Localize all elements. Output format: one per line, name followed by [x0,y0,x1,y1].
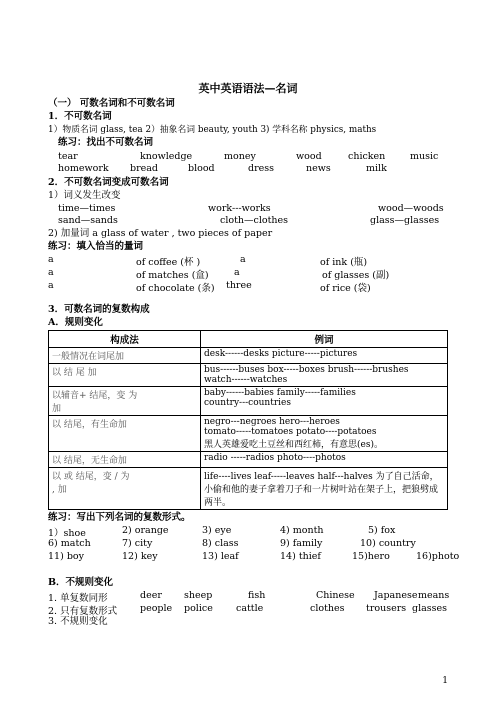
fill-article: a [48,254,54,265]
exercise-item: 15)hero [352,551,390,562]
irregular-word: sheep [184,590,213,601]
exercise-item: 2) orange [122,525,169,536]
exercise-item: 12) key [122,551,158,562]
irregular-word: people [140,603,173,614]
noun-types: 1）物质名词 glass, tea 2）抽象名词 beauty, youth 3) 学科名称 physics, maths [48,125,377,135]
table-row [49,348,448,364]
irregular-word: police [184,603,213,614]
practice-2: 练习：填入恰当的量词 [48,241,144,252]
exercise-item: 5) fox [368,525,396,536]
fill-phrase: of chocolate (条) [136,283,215,294]
table-cell: baby------babies family-----families country---countries [201,387,448,416]
fill-article: a [234,267,240,278]
table-cell: negro---negroes hero---heroes tomato-----tomatoes potato----potatoes 黑人英雄爱吃土豆丝和西红柿，有意思(es)。 [201,416,448,452]
word: blood [188,163,215,174]
word-pair: glass—glasses [370,215,440,226]
exercise-item: 6) match [48,538,91,549]
exercise-item: 9) family [280,538,323,549]
fill-phrase: of rice (袋) [320,283,371,294]
exercise-item: 4) month [280,525,324,536]
table-row [49,364,448,387]
irregular-label: 2. 只有复数形式 [48,606,118,617]
measure-words: 2) 加量词 a glass of water , two pieces of paper [48,228,273,239]
irregular-word: cattle [236,603,264,614]
fill-article: a [48,267,54,278]
exercise-item: 13) leaf [202,551,239,562]
fill-phrase: of ink (瓶) [320,257,368,268]
plural-rules-table [48,330,448,510]
table-header: 例词 [201,331,448,348]
word: milk [366,163,387,174]
table-cell: bus------buses box-----boxes brush------brushes watch------watches [201,364,448,387]
fill-phrase: of matches (盒) [136,270,209,281]
table-header-row [49,331,448,348]
exercise-item: 16)photo [416,551,460,562]
heading-conversion: 2．不可数名词变成可数名词 [48,177,169,188]
word-pair: work---works [208,203,271,214]
table-cell: radio -----radios photo----photos [201,452,448,468]
irregular-word: Japanese [374,590,418,601]
fill-article: a [48,280,54,291]
fill-phrase: of glasses (副) [322,270,390,281]
table-row [49,387,448,416]
page-title: 英中英语语法—名词 [198,82,298,95]
page-number: 1 [442,676,448,686]
word: homework [58,163,109,174]
table-cell: 以 或 结尾，变 / 为 , 加 [49,468,201,510]
table-cell: desk------desks picture-----pictures [201,348,448,364]
table-cell: 一般情况在词尾加 [49,348,201,364]
irregular-label: 1. 单复数同形 [48,593,108,604]
heading-plural: 3．可数名词的复数构成 [48,304,150,315]
irregular-word: Chinese [316,590,355,601]
exercise-item: 1）shoe [48,528,86,539]
table-cell: life----lives leaf-----leaves half---halves 为了自己活命，小偷和他的妻子拿着刀子和一片树叶站在架子上，把狼劈成两半。 [201,468,448,510]
table-header: 构成法 [49,331,201,348]
word: bread [130,163,158,174]
word: money [224,151,256,162]
word-pair: sand—sands [58,215,118,226]
subheading-irregular: B．不规则变化 [48,577,114,588]
heading-uncountable: 1．不可数名词 [48,111,112,122]
exercise-item: 11) boy [48,551,84,562]
word: wood [296,151,322,162]
word: dress [248,163,274,174]
word-pair: time—times [58,203,116,214]
irregular-word: means [418,590,450,601]
table-row [49,452,448,468]
fill-article: a [240,254,246,265]
irregular-word: clothes [310,603,345,614]
irregular-word: fish [248,590,266,601]
word-pair: cloth—clothes [220,215,289,226]
fill-phrase: of coffee (杯 ) [136,257,201,268]
subheading-regular: A．规则变化 [48,317,103,328]
irregular-word: deer [140,590,162,601]
word: news [306,163,331,174]
section-heading: （一） 可数名词和不可数名词 [48,98,175,109]
exercise-item: 7) city [122,538,153,549]
table-row [49,416,448,452]
word: knowledge [140,151,193,162]
exercise-item: 8) class [202,538,239,549]
irregular-word: glasses [412,603,448,614]
table-cell: 以 结 尾 加 [49,364,201,387]
word: music [410,151,439,162]
meaning-change: 1）词义发生改变 [48,190,121,201]
irregular-item-3: 3. 不规则变化 [48,616,108,627]
word: tear [58,151,78,162]
word-pair: wood—woods [378,203,444,214]
word: chicken [348,151,386,162]
table-row [49,468,448,510]
table-cell: 以 结尾，有生命加 [49,416,201,452]
practice-1: 练习：找出不可数名词 [58,137,154,148]
irregular-word: trousers [366,603,407,614]
practice-3: 练习：写出下列名词的复数形式。 [48,512,191,523]
table-cell: 以 结尾，无生命加 [49,452,201,468]
exercise-item: 14) thief [280,551,321,562]
table-cell: 以辅音+ 结尾，变 为 加 [49,387,201,416]
exercise-item: 10) country [360,538,416,549]
fill-article: three [226,280,252,291]
exercise-item: 3) eye [202,525,232,536]
